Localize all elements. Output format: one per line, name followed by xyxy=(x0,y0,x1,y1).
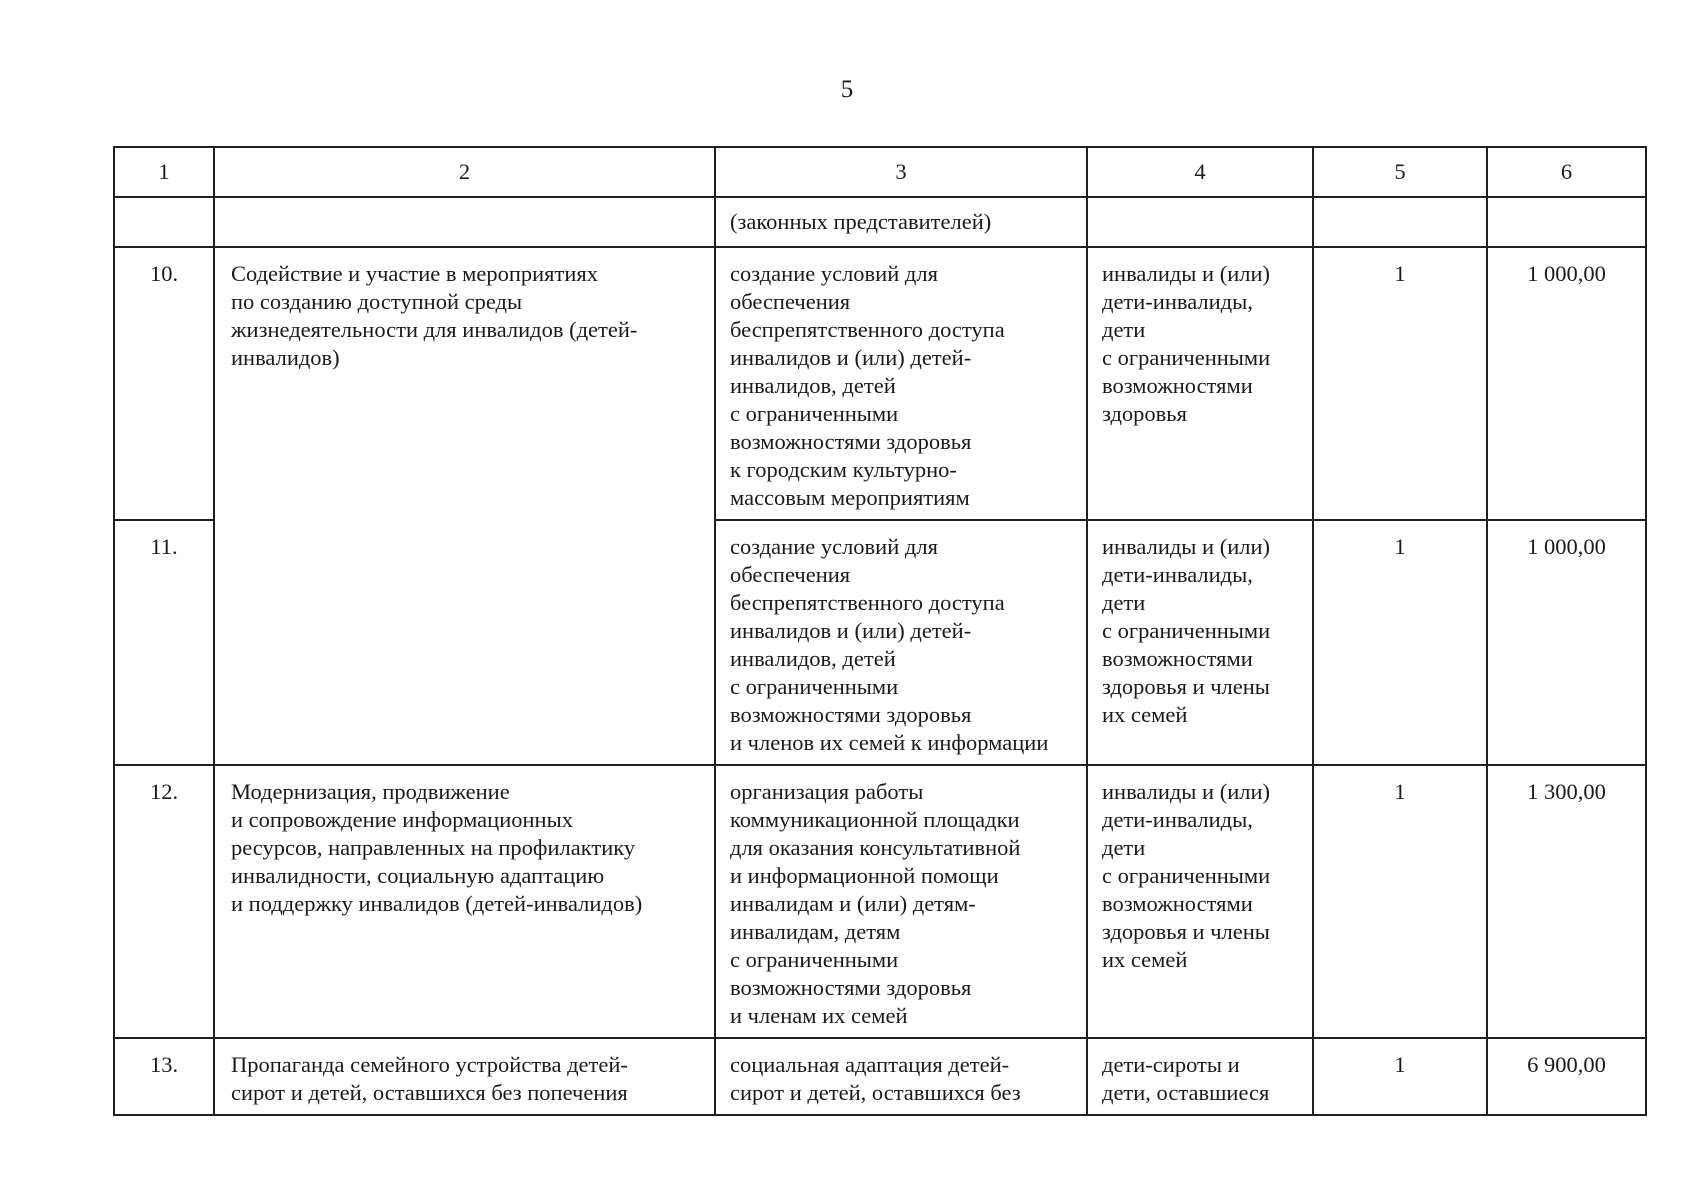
target-group: инвалиды и (или) дети-инвалиды, дети с ограниченными возможностями здоровья xyxy=(1087,247,1313,520)
header-cell-4: 4 xyxy=(1087,147,1313,197)
row-number: 12. xyxy=(114,765,214,1038)
row-number: 11. xyxy=(114,520,214,765)
amount: 6 900,00 xyxy=(1487,1038,1646,1115)
quantity: 1 xyxy=(1313,765,1487,1038)
cont-cell-6 xyxy=(1487,197,1646,247)
cont-cell-5 xyxy=(1313,197,1487,247)
quantity: 1 xyxy=(1313,520,1487,765)
quantity: 1 xyxy=(1313,1038,1487,1115)
amount: 1 000,00 xyxy=(1487,247,1646,520)
target-group: инвалиды и (или) дети-инвалиды, дети с ограниченными возможностями здоровья и члены их семей xyxy=(1087,765,1313,1038)
program-table xyxy=(113,146,1647,1116)
target-group: инвалиды и (или) дети-инвалиды, дети с ограниченными возможностями здоровья и члены их семей xyxy=(1087,520,1313,765)
header-cell-5: 5 xyxy=(1313,147,1487,197)
quantity: 1 xyxy=(1313,247,1487,520)
activity-name: Модернизация, продвижение и сопровождение информационных ресурсов, направленных на профилактику инвалидности, социальную адаптацию и поддержку инвалидов (детей-инвалидов) xyxy=(214,765,715,1038)
continuation-row xyxy=(114,197,1646,247)
header-cell-3: 3 xyxy=(715,147,1087,197)
row-number: 13. xyxy=(114,1038,214,1115)
activity-goal: организация работы коммуникационной площадки для оказания консультативной и информационной помощи инвалидам и (или) детям- инвалидам, детям с ограниченными возможностями здоровья и членам их семей xyxy=(715,765,1087,1038)
page-number: 5 xyxy=(840,76,854,103)
amount: 1 300,00 xyxy=(1487,765,1646,1038)
header-cell-6: 6 xyxy=(1487,147,1646,197)
cont-cell-1 xyxy=(114,197,214,247)
table-header-row xyxy=(114,147,1646,197)
cont-cell-2 xyxy=(214,197,715,247)
amount: 1 000,00 xyxy=(1487,520,1646,765)
row-number: 10. xyxy=(114,247,214,520)
table-row xyxy=(114,765,1646,1038)
header-cell-2: 2 xyxy=(214,147,715,197)
header-cell-1: 1 xyxy=(114,147,214,197)
table-row xyxy=(114,247,1646,520)
activity-goal: создание условий для обеспечения беспрепятственного доступа инвалидов и (или) детей- инвалидов, детей с ограниченными возможностями здоровья к городским культурно- массовым мероприятиям xyxy=(715,247,1087,520)
cont-cell-4 xyxy=(1087,197,1313,247)
target-group: дети-сироты и дети, оставшиеся xyxy=(1087,1038,1313,1115)
activity-goal: создание условий для обеспечения беспрепятственного доступа инвалидов и (или) детей- инвалидов, детей с ограниченными возможностями здоровья и членов их семей к информации xyxy=(715,520,1087,765)
activity-goal: социальная адаптация детей- сирот и детей, оставшихся без xyxy=(715,1038,1087,1115)
table-row xyxy=(114,1038,1646,1115)
cont-cell-goal: (законных представителей) xyxy=(715,197,1087,247)
activity-name: Пропаганда семейного устройства детей- сирот и детей, оставшихся без попечения xyxy=(214,1038,715,1115)
activity-name: Содействие и участие в мероприятиях по созданию доступной среды жизнедеятельности для инвалидов (детей- инвалидов) xyxy=(214,247,715,765)
